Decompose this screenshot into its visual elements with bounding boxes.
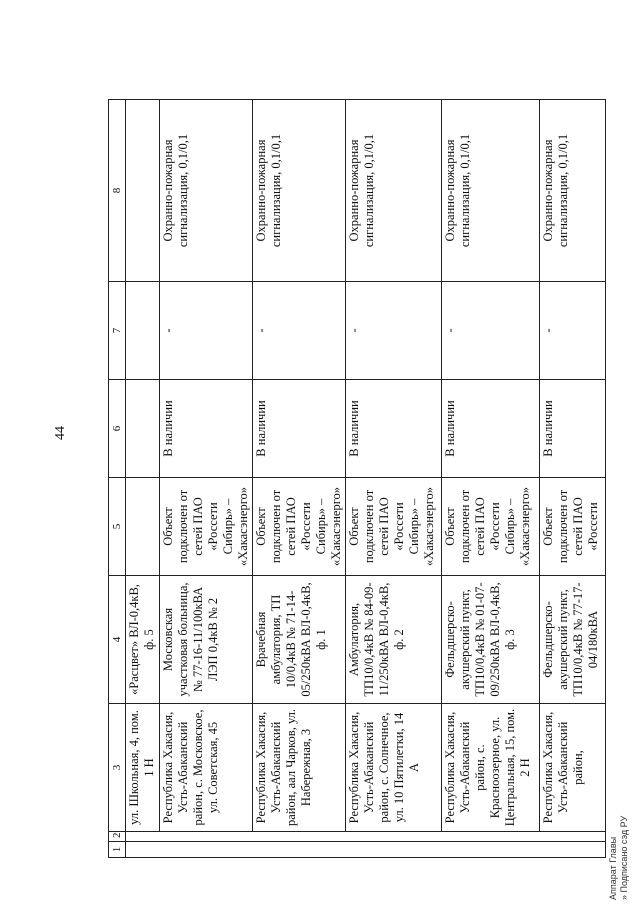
- col-number: 7: [109, 282, 126, 380]
- col-number: 1: [109, 842, 126, 858]
- facility-cell: Московская участковая больница, № 77-16-11/100кВА ЛЭП 0,4кВ № 2: [160, 576, 253, 704]
- security-cell: Охранно-пожарная сигнализация, 0,1/0,1: [442, 100, 540, 282]
- table-row: [442, 100, 540, 858]
- col-number: 8: [109, 100, 126, 282]
- facility-cell: Врачебная амбулатория, ТП 10/0,4кВ № 71-14-05/250кВА ВЛ-0,4кВ, ф. 1: [253, 576, 346, 704]
- page-number: 44: [53, 426, 68, 440]
- connection-cell: Объект подключен от сетей ПАО «Россети Сибирь» – «Хакасэнерго»: [160, 478, 253, 576]
- table-row: [253, 100, 346, 858]
- address-cell: Республика Хакасия, Усть-Абаканский район, с. Красноозерное, ул. Центральная, 15, пом. 2 Н: [442, 704, 540, 832]
- address-cell: Республика Хакасия, Усть-Абаканский район, с. Солнечное, ул. 10 Пятилетки, 14 А: [346, 704, 442, 832]
- facility-cell: «Расцвет» ВЛ-0,4кВ, ф. 5: [126, 576, 160, 704]
- table-cell: -: [442, 282, 540, 380]
- table-cell: [126, 380, 160, 478]
- address-cell: ул. Школьная, 4, пом. 1 Н: [126, 704, 160, 832]
- connection-cell: Объект подключен от сетей ПАО «Россети: [540, 478, 606, 576]
- table-cell: -: [253, 282, 346, 380]
- table-cell: [126, 282, 160, 380]
- signature-stamp: [608, 816, 630, 900]
- column-number-row: [109, 100, 126, 858]
- stamp-line: » Подписано сэд РУ: [619, 815, 629, 900]
- table-cell: -: [540, 282, 606, 380]
- facility-cell: Фельдшерско-акушерский пункт, ТП10/0,4кВ № 01-07-09/250кВА ВЛ-0,4кВ, ф. 3: [442, 576, 540, 704]
- col-number: 4: [109, 576, 126, 704]
- table-row: [160, 100, 253, 858]
- table-row: [346, 100, 442, 858]
- table-cell: [126, 478, 160, 576]
- table-cell: -: [160, 282, 253, 380]
- security-cell: Охранно-пожарная сигнализация, 0,1/0,1: [160, 100, 253, 282]
- facility-cell: Фельдшерско-акушерский пункт, ТП10/0,4кВ № 77-17-04/180кВА: [540, 576, 606, 704]
- table-row-carry-over: [126, 100, 160, 858]
- connection-cell: Объект подключен от сетей ПАО «Россети Сибирь» – «Хакасэнерго»: [346, 478, 442, 576]
- address-cell: Республика Хакасия, Усть-Абаканский район,: [540, 704, 606, 832]
- security-cell: Охранно-пожарная сигнализация, 0,1/0,1: [346, 100, 442, 282]
- availability-cell: В наличии: [253, 380, 346, 478]
- data-table: [108, 99, 606, 858]
- table-cell: -: [346, 282, 442, 380]
- security-cell: Охранно-пожарная сигнализация, 0,1/0,1: [540, 100, 606, 282]
- connection-cell: Объект подключен от сетей ПАО «Россети Сибирь» – «Хакасэнерго»: [253, 478, 346, 576]
- security-cell: Охранно-пожарная сигнализация, 0,1/0,1: [253, 100, 346, 282]
- table-cell: [126, 832, 606, 842]
- col-number: 2: [109, 832, 126, 842]
- availability-cell: В наличии: [442, 380, 540, 478]
- table-cell: [126, 842, 606, 858]
- address-cell: Республика Хакасия, Усть-Абаканский район, аал Чарков, ул. Набережная, 3: [253, 704, 346, 832]
- address-cell: Республика Хакасия, Усть-Абаканский район, с. Московское, ул. Советская, 45: [160, 704, 253, 832]
- stamp-line: Аппарат Главы: [608, 836, 618, 900]
- availability-cell: В наличии: [540, 380, 606, 478]
- facility-cell: Амбулатория, ТП10/0,4кВ № 84-09-11/250кВА ВЛ-0,4кВ, ф. 2: [346, 576, 442, 704]
- availability-cell: В наличии: [160, 380, 253, 478]
- availability-cell: В наличии: [346, 380, 442, 478]
- col-number: 6: [109, 380, 126, 478]
- col-number: 5: [109, 478, 126, 576]
- connection-cell: Объект подключен от сетей ПАО «Россети Сибирь» – «Хакасэнерго»: [442, 478, 540, 576]
- col-number: 3: [109, 704, 126, 832]
- table-row: [540, 100, 606, 858]
- table-cell: [126, 100, 160, 282]
- table-rotated-wrapper: [108, 100, 600, 858]
